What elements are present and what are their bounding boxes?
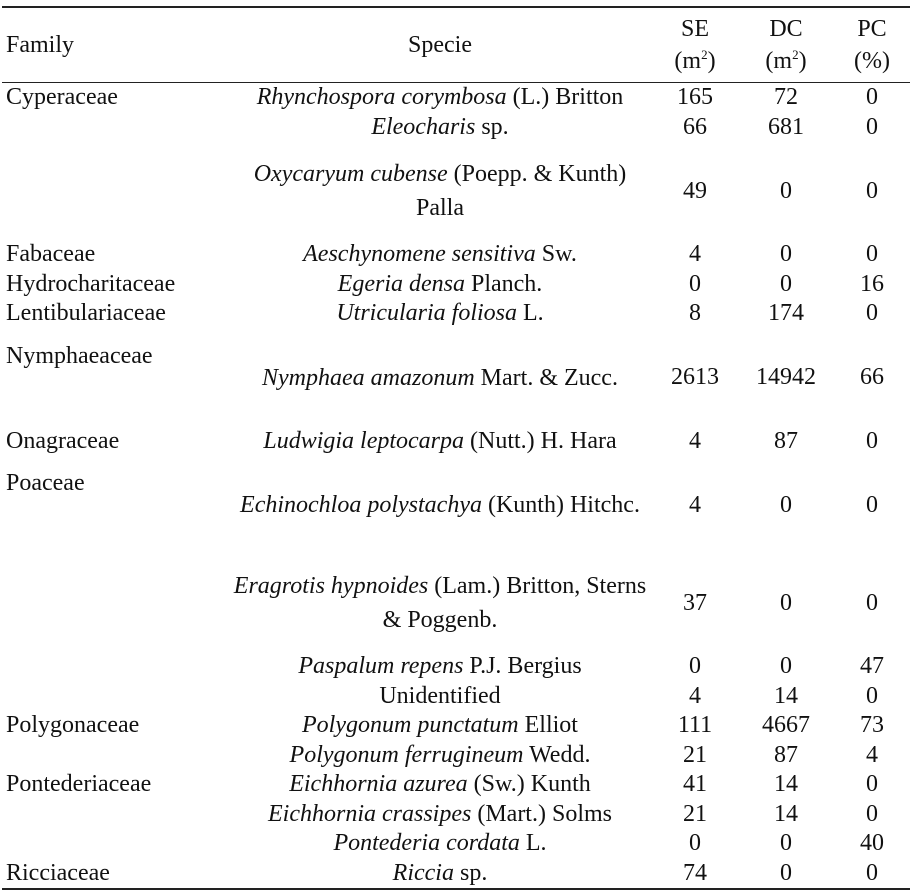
species-name: Eichhornia crassipes <box>268 800 472 827</box>
pc-cell: 73 <box>860 712 884 739</box>
species-authority: (L.) Britton <box>506 84 624 111</box>
se-cell: 41 <box>683 771 707 798</box>
dc-cell: 0 <box>780 491 792 518</box>
species-authority: P.J. Bergius <box>463 653 582 680</box>
species-authority: (Sw.) Kunth <box>467 771 591 798</box>
specie-cell <box>228 299 652 329</box>
species-authority: (Poepp. & Kunth) Palla <box>416 161 627 221</box>
family-cell: Lentibulariaceae <box>6 300 166 326</box>
species-name: Paspalum repens <box>298 653 464 680</box>
se-cell: 4 <box>689 491 701 518</box>
dc-cell: 0 <box>780 859 792 886</box>
species-authority: Elliot <box>518 712 578 739</box>
header-se-label: SE <box>680 16 709 42</box>
species-name: Oxycaryum cubense <box>253 161 448 187</box>
specie-cell <box>228 829 652 859</box>
header-se-unit: $(m^2)$ <box>674 47 716 74</box>
header-dc-label: DC <box>769 16 803 42</box>
species-authority: Sw. <box>535 241 577 268</box>
specie-cell <box>228 142 652 240</box>
pc-cell: 47 <box>860 653 884 680</box>
pc-cell: 0 <box>866 682 878 709</box>
se-cell: 49 <box>683 177 707 204</box>
family-cell <box>2 741 228 771</box>
family-cell: Hydrocharitaceae <box>6 270 176 297</box>
pc-cell: 0 <box>866 771 878 798</box>
specie-cell <box>228 554 652 652</box>
pc-cell: 0 <box>866 177 878 204</box>
pc-cell: 66 <box>860 364 884 390</box>
family-cell: Fabaceae <box>6 241 96 267</box>
se-cell: 66 <box>683 113 707 140</box>
table-row <box>2 240 910 270</box>
dc-cell: 87 <box>774 427 798 454</box>
table-row <box>2 741 910 771</box>
pc-cell: 16 <box>860 270 884 297</box>
specie-cell <box>228 270 652 300</box>
species-name: Utricularia foliosa <box>336 300 517 327</box>
family-cell: Poaceae <box>6 470 85 496</box>
se-cell: 4 <box>689 682 701 709</box>
specie-cell <box>228 329 652 427</box>
se-cell: 0 <box>689 270 701 297</box>
specie-cell <box>228 456 652 554</box>
dc-cell: 87 <box>774 741 798 768</box>
species-authority: (Kunth) Hitchc. <box>481 492 640 518</box>
header-family: Family <box>6 32 75 58</box>
table-row <box>2 113 910 143</box>
header-dc <box>738 7 834 83</box>
header-pc <box>834 7 910 83</box>
table-row <box>2 427 910 457</box>
specie-cell <box>228 682 652 712</box>
species-name: Rhynchospora corymbosa <box>256 84 507 111</box>
species-authority: Mart. & Zucc. <box>474 364 618 391</box>
pc-cell: 0 <box>866 427 878 454</box>
se-cell: 8 <box>689 300 701 327</box>
dc-cell: 0 <box>780 270 792 297</box>
table-row <box>2 829 910 859</box>
table-row <box>2 299 910 329</box>
dc-cell: 0 <box>780 830 792 857</box>
pc-cell: 0 <box>866 241 878 268</box>
family-cell <box>2 142 228 240</box>
species-name: Polygonum punctatum <box>302 712 519 739</box>
pc-cell: 0 <box>866 589 878 616</box>
species-authority: (Nutt.) H. Hara <box>464 427 617 454</box>
table-row <box>2 652 910 682</box>
pc-cell: 0 <box>866 300 878 327</box>
specie-cell <box>228 859 652 890</box>
se-cell: 4 <box>689 427 701 454</box>
species-authority: (Lam.) Britton, Sterns & Poggenb. <box>382 573 647 633</box>
dc-cell: 14 <box>774 771 798 798</box>
se-cell: 0 <box>689 653 701 680</box>
header-specie: Specie <box>408 32 472 58</box>
pc-cell: 0 <box>866 800 878 827</box>
species-name: Riccia <box>392 859 454 886</box>
family-cell: Onagraceae <box>6 427 120 454</box>
species-name: Eragrotis hypnoides <box>233 573 429 599</box>
family-cell <box>2 554 228 652</box>
dc-cell: 72 <box>774 84 798 111</box>
header-dc-unit: $(m^2)$ <box>765 47 807 74</box>
header-se <box>652 7 738 83</box>
family-cell <box>2 800 228 830</box>
pc-cell: 0 <box>866 113 878 140</box>
specie-cell <box>228 800 652 830</box>
table-row <box>2 83 910 113</box>
family-cell: Ricciaceae <box>6 859 110 886</box>
dc-cell: 0 <box>780 241 792 268</box>
pc-cell: 0 <box>866 84 878 111</box>
dc-cell: 0 <box>780 653 792 680</box>
se-cell: 2613 <box>671 364 719 390</box>
se-cell: 21 <box>683 800 707 827</box>
specie-cell <box>228 652 652 682</box>
species-name: Pontederia cordata <box>333 830 520 857</box>
species-authority: Wedd. <box>523 741 591 768</box>
pc-cell: 0 <box>866 491 878 518</box>
table-row <box>2 770 910 800</box>
se-cell: 165 <box>677 84 713 111</box>
se-cell: 4 <box>689 241 701 268</box>
specie-cell <box>228 240 652 270</box>
species-authority: L. <box>517 300 544 327</box>
se-cell: 111 <box>677 712 713 739</box>
family-cell <box>2 829 228 859</box>
table-row <box>2 711 910 741</box>
family-cell: Nymphaeaceae <box>6 342 153 369</box>
header-row <box>2 7 910 83</box>
family-cell: Polygonaceae <box>6 712 140 738</box>
family-cell <box>2 113 228 143</box>
species-name: Eichhornia azurea <box>289 771 468 798</box>
dc-cell: 14942 <box>756 364 816 390</box>
table-row <box>2 682 910 712</box>
species-authority: (Mart.) Solms <box>471 800 612 827</box>
specie-cell <box>228 83 652 113</box>
header-pc-label: PC <box>857 16 887 42</box>
specie-cell <box>228 741 652 771</box>
species-name: Aeschynomene sensitiva <box>303 241 536 268</box>
species-name: Eleocharis <box>371 113 476 140</box>
family-cell <box>2 682 228 712</box>
specie-cell <box>228 113 652 143</box>
species-name: Nymphaea amazonum <box>262 364 475 391</box>
species-name: Egeria densa <box>337 270 465 297</box>
species-name: Polygonum ferrugineum <box>289 741 524 768</box>
species-authority: sp. <box>453 859 488 886</box>
table-row <box>2 329 910 427</box>
table-row <box>2 270 910 300</box>
dc-cell: 174 <box>768 300 804 327</box>
table-row <box>2 800 910 830</box>
pc-cell: 40 <box>860 830 884 857</box>
table-row <box>2 859 910 890</box>
species-authority: sp. <box>475 113 509 140</box>
species-authority: L. <box>519 830 547 857</box>
dc-cell: 0 <box>780 589 792 616</box>
species-name: Ludwigia leptocarpa <box>263 427 465 454</box>
family-cell: Pontederiaceae <box>6 771 152 797</box>
se-cell: 37 <box>683 589 707 616</box>
dc-cell: 0 <box>780 177 792 204</box>
family-cell: Cyperaceae <box>6 84 118 110</box>
family-cell <box>2 652 228 682</box>
dc-cell: 14 <box>774 682 798 709</box>
dc-cell: 681 <box>768 113 804 140</box>
specie-cell <box>228 427 652 457</box>
specie-cell <box>228 711 652 741</box>
table-row <box>2 456 910 554</box>
table-row <box>2 142 910 240</box>
se-cell: 21 <box>683 741 707 768</box>
pc-cell: 4 <box>866 741 878 768</box>
dc-cell: 14 <box>774 800 798 827</box>
specie-cell <box>228 770 652 800</box>
species-authority: Planch. <box>464 270 543 297</box>
species-table <box>2 6 910 890</box>
dc-cell: 4667 <box>762 712 810 739</box>
pc-cell: 0 <box>866 859 878 886</box>
se-cell: 74 <box>683 859 707 886</box>
header-pc-unit: (%) <box>854 48 890 74</box>
species-name: Echinochloa polystachya <box>240 492 482 518</box>
table-row <box>2 554 910 652</box>
species-authority: Unidentified <box>379 682 501 709</box>
se-cell: 0 <box>689 830 701 857</box>
